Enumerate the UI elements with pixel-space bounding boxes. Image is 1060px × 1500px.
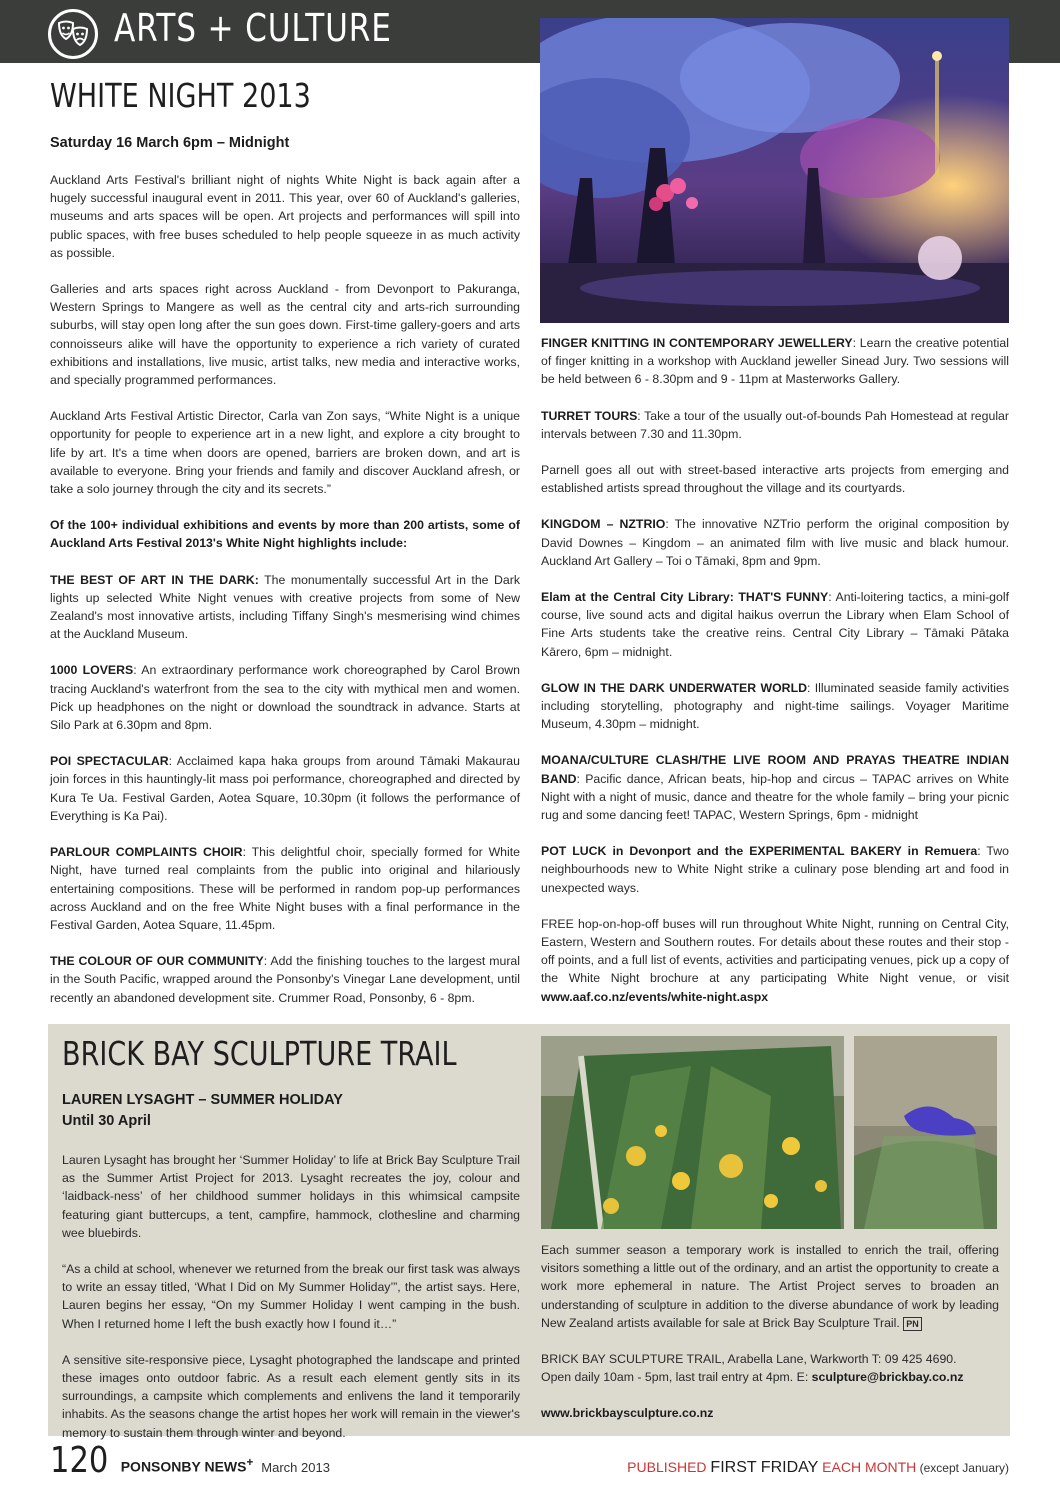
highlight-item: POI SPECTACULAR: Acclaimed kapa haka groups from around Tāmaki Makaurau join forces in this hauntingly-lit mass poi performance, choreographed and directed by Kura Te Ua. Festival Garden, Aotea Square, 10.30pm (it follows the performance of Everything is Ka Pai). bbox=[50, 754, 520, 823]
white-night-right-column bbox=[541, 334, 1009, 1024]
brick-bay-subtitle: LAUREN LYSAGHT – SUMMER HOLIDAY bbox=[62, 1092, 343, 1108]
highlight-item: FINGER KNITTING IN CONTEMPORARY JEWELLERY: Learn the creative potential of finger knitting in a workshop with Auckland jeweller Sinead Jury. Two sessions will be held between 6 - 8.30pm and 9 - 11pm at Masterworks Gallery. bbox=[541, 336, 1009, 387]
highlight-item: KINGDOM – NZTRIO: The innovative NZTrio perform the original composition by David Downes – Kingdom – an animated film with live music and black humour. Auckland Art Gallery – Toi o Tāmaki, 8pm and 9pm. bbox=[541, 517, 1009, 568]
brick-bay-title: BRICK BAY SCULPTURE TRAIL bbox=[62, 1034, 457, 1073]
highlights-intro: Of the 100+ individual exhibitions and events by more than 200 artists, some of Auckland Arts Festival 2013's White Night highlights include: bbox=[50, 518, 520, 551]
section-title: ARTS + CULTURE bbox=[114, 6, 392, 50]
highlight-item: GLOW IN THE DARK UNDERWATER WORLD: Illuminated seaside family activities including storytelling, photography and night-time sailings. Voyager Maritime Museum, 4.30pm – midnight. bbox=[541, 680, 1009, 732]
brick-bay-paragraph: A sensitive site-responsive piece, Lysaght photographed the landscape and printed these images onto outdoor fabric. As a result each element gently sits in its surroundings, a campsite which complements and enlivens the land it temporarily inhabits. As the seasons change the artist hopes her work will remain in the viewer's memory to sustain them through winter and beyond. bbox=[62, 1352, 520, 1440]
brick-bay-left-column bbox=[62, 1151, 520, 1460]
pn-badge: PN bbox=[903, 1317, 922, 1331]
brick-bay-paragraph: Lauren Lysaght has brought her ‘Summer Holiday’ to life at Brick Bay Sculpture Trail as the Summer Artist Project for 2013. Lysaght recreates the joy, colour and ‘laidback-ness’ of her childhood summer holidays in this whimsical campsite featuring giant buttercups, a tent, campfire, hammock, clothesline and charming wee bluebirds. bbox=[62, 1153, 520, 1240]
intro-paragraph: Auckland Arts Festival's brilliant night of nights White Night is back again after a hugely successful inaugural event in 2011. This year, over 60 of Auckland's galleries, museums and arts spaces will be open. Art projects and performances will spill into public spaces, with free buses scheduled to help people squeeze in as much activity as possible. bbox=[50, 173, 520, 260]
publishing-schedule: PUBLISHED FIRST FRIDAY EACH MONTH (except January) bbox=[627, 1459, 1009, 1476]
brick-bay-paragraph: “As a child at school, whenever we returned from the break our first task was always to write an essay titled, ‘What I Did on My Summer Holiday’”, the artist says. Here, Lauren begins her essay, “On my Summer Holiday I went camping in the bush. When I returned home I left the bush exactly how I found it…” bbox=[62, 1262, 520, 1331]
page-number: 120 bbox=[50, 1440, 109, 1481]
white-night-link[interactable]: www.aaf.co.nz/events/white-night.aspx bbox=[541, 989, 769, 1004]
email-link[interactable]: sculpture@brickbay.co.nz bbox=[811, 1370, 964, 1385]
highlight-item: THE BEST OF ART IN THE DARK: The monumentally successful Art in the Dark lights up selected White Night venues with creative projects from some of New Zealand's most innovative artists, including Tiffany Singh's mesmerising wind chimes at the Auckland Museum. bbox=[50, 572, 520, 642]
magazine-name: PONSONBY NEWS+ bbox=[120, 1456, 254, 1475]
highlight-item: POT LUCK in Devonport and the EXPERIMENTAL BAKERY in Remuera: Two neighbourhoods new to White Night strike a culinary pose blending art and food in unexpected ways. bbox=[541, 844, 1009, 895]
brick-bay-website bbox=[541, 1404, 999, 1422]
white-night-title: WHITE NIGHT 2013 bbox=[50, 76, 311, 115]
highlight-item: Elam at the Central City Library: THAT'S FUNNY: Anti-loitering tactics, a mini-golf course, live sound acts and digital haikus overrun the Library when Elam School of Fine Arts students take the creative reins. Central City Library – Tāmaki Pātaka Kārero, 6pm – midnight. bbox=[541, 590, 1009, 659]
website-link[interactable]: www.brickbaysculpture.co.nz bbox=[541, 1406, 714, 1421]
white-night-date: Saturday 16 March 6pm – Midnight bbox=[50, 135, 290, 151]
highlight-item: MOANA/CULTURE CLASH/THE LIVE ROOM AND PRAYAS THEATRE INDIAN BAND: Pacific dance, African beats, hip-hop and circus – TAPAC arrives on White Night with a night of music, dance and theatre for the whole family – bring your picnic rug and some dancing feet! TAPAC, Western Springs, 6pm - midnight bbox=[541, 753, 1009, 823]
director-quote-paragraph: Auckland Arts Festival Artistic Director, Carla van Zon says, “White Night is a unique opportunity for people to experience art in a new light, and explore a city brought to life by art. It's a time when doors are opened, barriers are broken down, and art is available to everyone. Bring your friends and family and discover Auckland afresh, or take a solo journey through the city and its secrets.” bbox=[50, 409, 520, 497]
brick-bay-contact: BRICK BAY SCULPTURE TRAIL, Arabella Lane, Warkworth T: 09 425 4690. Open daily 10am - 5pm, last trail entry at 4pm. E: sculpture@brickbay.co.nz bbox=[541, 1352, 964, 1385]
theatre-masks-icon bbox=[48, 9, 98, 59]
highlight-item: PARLOUR COMPLAINTS CHOIR: This delightful choir, specially formed for White Night, have turned real complaints from the public into original and hilariously entertaining compositions. These will be performed in random pop-up performances across Auckland and on the free White Night buses with a final performance in the Festival Garden, Aotea Square, 11.45pm. bbox=[50, 845, 521, 932]
closing-paragraph: FREE hop-on-hop-off buses will run throughout White Night, running on Central City, Eastern, Western and Southern routes. For details about these routes and their stop -off points, and a full list of events, activities and participating venues, pick up a copy of the White Night brochure at any participating White Night venue, or visit www.aaf.co.nz/events/white-night.aspx bbox=[541, 916, 1010, 1004]
bluebird-sculpture-photo bbox=[854, 1036, 997, 1229]
galleries-paragraph: Galleries and arts spaces right across Auckland - from Devonport to Pakuranga, Western Springs to Mangere as well as the central city and arts-rich surrounding suburbs, will stay open long after the sun goes down. First-time gallery-goers and arts connoisseurs alike will have the opportunity to experience a rich variety of curated exhibitions and installations, live music, artist talks, new media and interactive works, and specially programmed performances. bbox=[50, 282, 520, 388]
highlight-item: TURRET TOURS: Take a tour of the usually out-of-bounds Pah Homestead at regular intervals between 7.30 and 11.30pm. bbox=[541, 408, 1009, 441]
white-night-photo bbox=[540, 18, 1009, 323]
parnell-paragraph: Parnell goes all out with street-based interactive arts projects from emerging and established artists spread throughout the village and its courtyards. bbox=[541, 463, 1009, 496]
white-night-left-column bbox=[50, 171, 520, 1025]
buttercup-tent-photo bbox=[541, 1036, 844, 1229]
issue-date: March 2013 bbox=[261, 1460, 330, 1475]
brick-bay-right-column bbox=[541, 1241, 999, 1441]
highlight-item: 1000 LOVERS: An extraordinary performance work choreographed by Carol Brown tracing Auckland's waterfront from the sea to the city with mythical men and women. Pick up headphones on the night or download the soundtrack in advance. Starts at Silo Park at 6.30pm and 8pm. bbox=[50, 663, 521, 733]
footer-masthead bbox=[50, 1440, 330, 1481]
highlight-item: THE COLOUR OF OUR COMMUNITY: Add the finishing touches to the largest mural in the South Pacific, wrapped around the Ponsonby's Vinegar Lane development, until recently an abandoned development site. Crummer Road, Ponsonby, 6 - 8pm. bbox=[50, 954, 520, 1005]
brick-bay-dates: Until 30 April bbox=[62, 1113, 151, 1129]
brick-bay-paragraph: Each summer season a temporary work is installed to enrich the trail, offering visitors something a little out of the ordinary, and an artist the opportunity to create a work more ephemeral in nature. The Artist Project serves to broaden an understanding of sculpture in addition to the diverse abundance of work by leading New Zealand artists available for sale at Brick Bay Sculpture Trail. PN bbox=[541, 1243, 999, 1330]
